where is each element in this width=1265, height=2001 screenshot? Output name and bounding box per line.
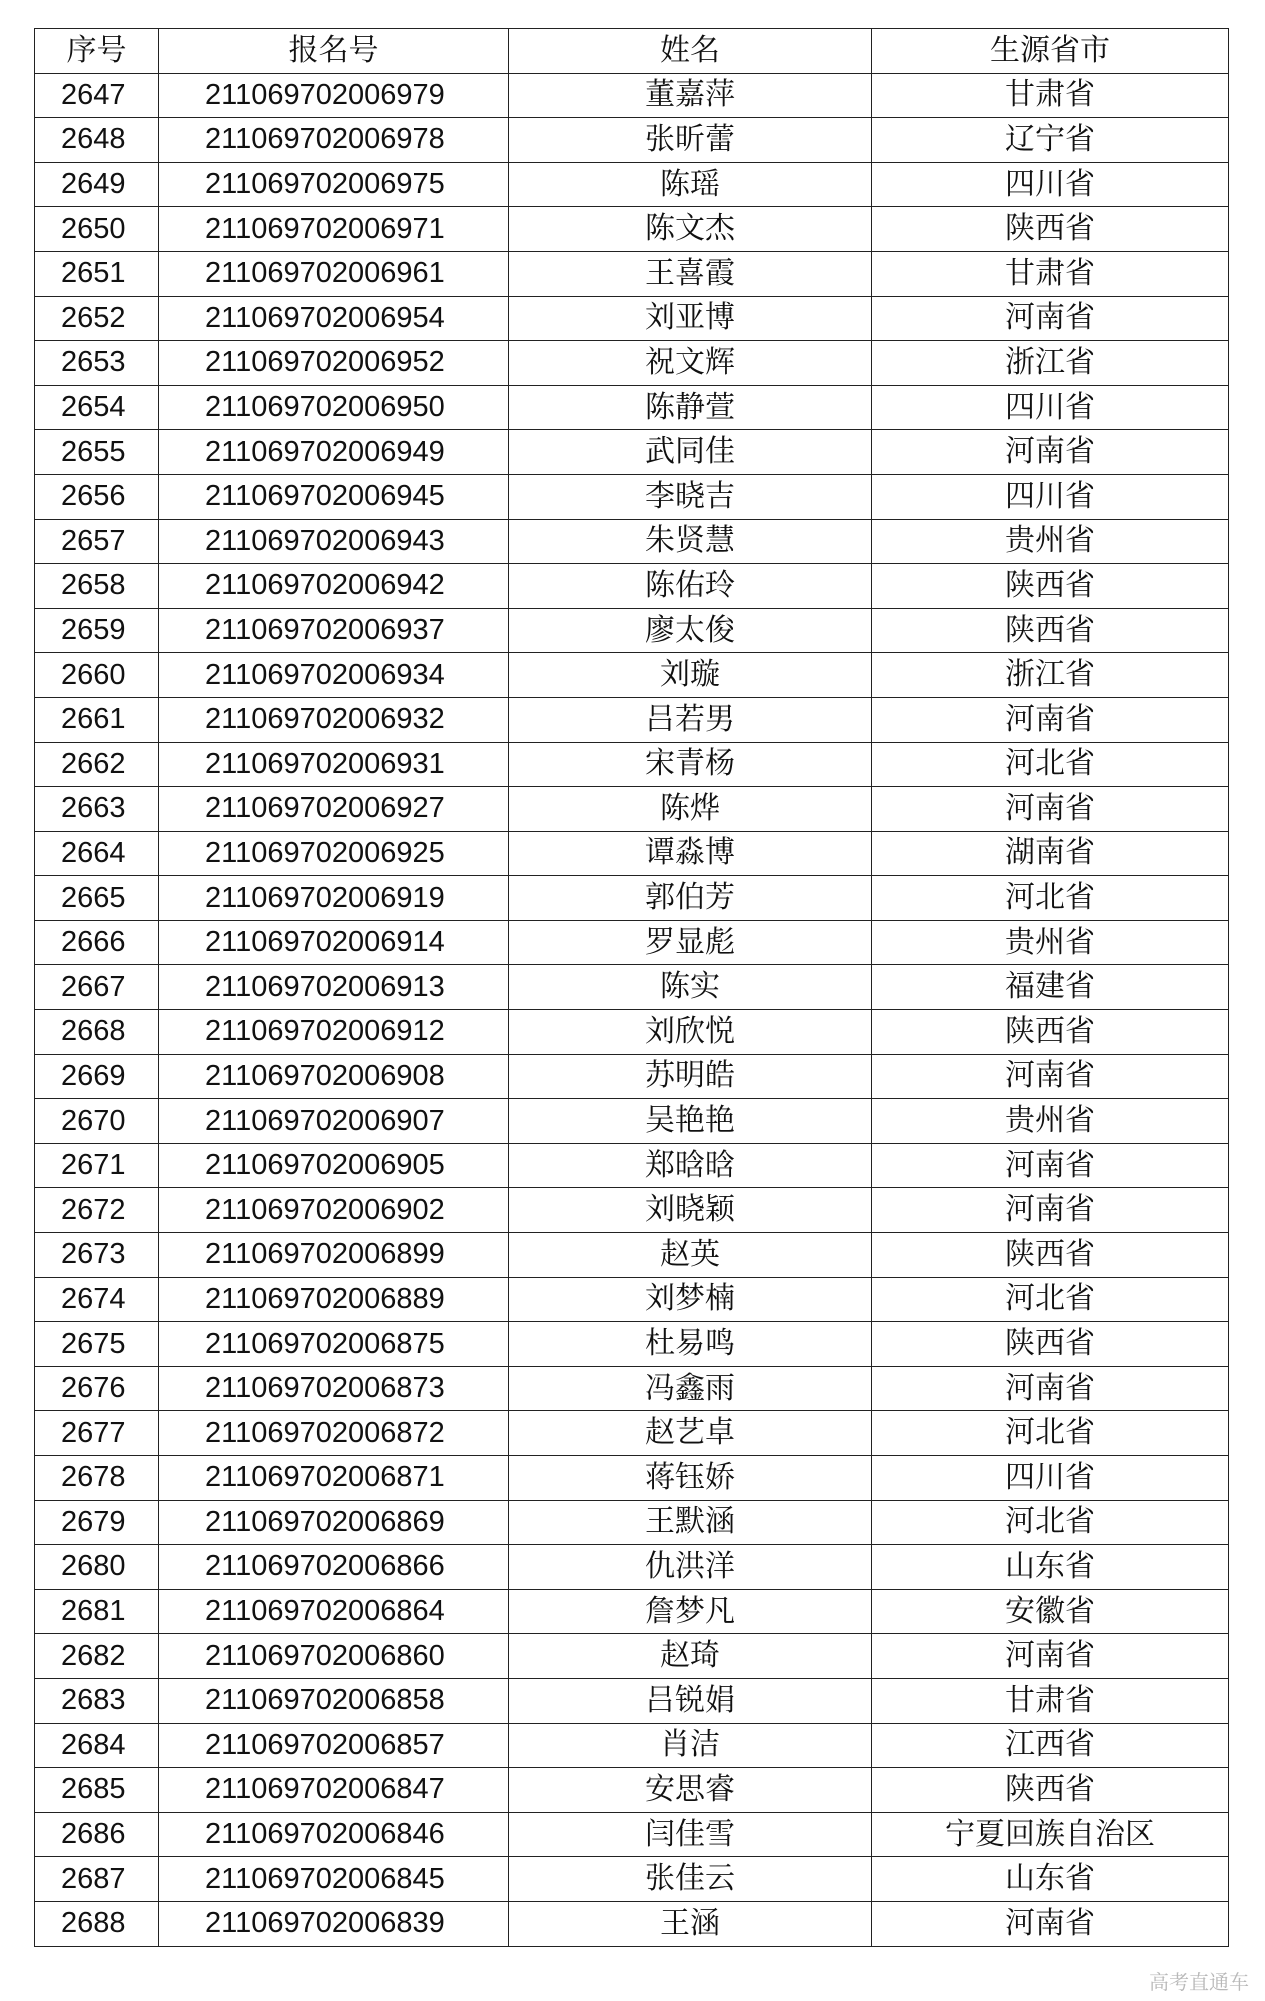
table-row [35,1411,1229,1456]
cell-registration-number: 211069702006975 [159,162,509,207]
cell-name: 谭淼博 [509,831,872,876]
cell-serial-number: 2685 [35,1768,159,1813]
cell-name: 安思睿 [509,1768,872,1813]
cell-name: 赵英 [509,1233,872,1278]
cell-serial-number: 2655 [35,430,159,475]
table-row [35,920,1229,965]
cell-serial-number: 2653 [35,341,159,386]
cell-name: 武同佳 [509,430,872,475]
table-row [35,1723,1229,1768]
cell-source-province: 陕西省 [872,608,1229,653]
table-row [35,1054,1229,1099]
cell-source-province: 陕西省 [872,207,1229,252]
cell-name: 刘梦楠 [509,1277,872,1322]
cell-source-province: 陕西省 [872,1233,1229,1278]
cell-source-province: 贵州省 [872,519,1229,564]
cell-name: 祝文辉 [509,341,872,386]
cell-registration-number: 211069702006912 [159,1010,509,1055]
cell-registration-number: 211069702006954 [159,296,509,341]
cell-serial-number: 2688 [35,1901,159,1946]
cell-serial-number: 2669 [35,1054,159,1099]
table-row [35,474,1229,519]
cell-source-province: 江西省 [872,1723,1229,1768]
cell-source-province: 陕西省 [872,1768,1229,1813]
cell-source-province: 陕西省 [872,1010,1229,1055]
cell-name: 赵琦 [509,1634,872,1679]
cell-source-province: 四川省 [872,474,1229,519]
cell-registration-number: 211069702006847 [159,1768,509,1813]
table-row [35,385,1229,430]
cell-registration-number: 211069702006873 [159,1366,509,1411]
cell-serial-number: 2671 [35,1143,159,1188]
cell-serial-number: 2651 [35,251,159,296]
cell-serial-number: 2686 [35,1812,159,1857]
table-row [35,1857,1229,1902]
cell-source-province: 河北省 [872,742,1229,787]
cell-registration-number: 211069702006860 [159,1634,509,1679]
cell-source-province: 河北省 [872,1277,1229,1322]
table-body [35,73,1229,1946]
cell-serial-number: 2658 [35,564,159,609]
table-row [35,697,1229,742]
cell-name: 闫佳雪 [509,1812,872,1857]
cell-serial-number: 2674 [35,1277,159,1322]
cell-source-province: 浙江省 [872,341,1229,386]
cell-registration-number: 211069702006914 [159,920,509,965]
cell-registration-number: 211069702006839 [159,1901,509,1946]
cell-source-province: 河南省 [872,296,1229,341]
table-header [35,29,1229,74]
cell-source-province: 河北省 [872,876,1229,921]
cell-source-province: 河南省 [872,1188,1229,1233]
cell-serial-number: 2649 [35,162,159,207]
cell-registration-number: 211069702006952 [159,341,509,386]
cell-source-province: 陕西省 [872,564,1229,609]
cell-registration-number: 211069702006869 [159,1500,509,1545]
table-row [35,1456,1229,1501]
cell-serial-number: 2659 [35,608,159,653]
cell-source-province: 贵州省 [872,920,1229,965]
table-row [35,1901,1229,1946]
table-row [35,564,1229,609]
cell-name: 张佳云 [509,1857,872,1902]
cell-registration-number: 211069702006931 [159,742,509,787]
table-row [35,162,1229,207]
cell-source-province: 山东省 [872,1545,1229,1590]
cell-registration-number: 211069702006979 [159,73,509,118]
table-row [35,1768,1229,1813]
table-row [35,296,1229,341]
cell-registration-number: 211069702006949 [159,430,509,475]
cell-source-province: 河南省 [872,1634,1229,1679]
table-row [35,653,1229,698]
header-registration-number: 报名号 [159,29,509,74]
cell-name: 罗显彪 [509,920,872,965]
header-row [35,29,1229,74]
table-row [35,1188,1229,1233]
cell-source-province: 浙江省 [872,653,1229,698]
cell-name: 杜易鸣 [509,1322,872,1367]
cell-serial-number: 2680 [35,1545,159,1590]
cell-name: 吕若男 [509,697,872,742]
cell-registration-number: 211069702006950 [159,385,509,430]
cell-registration-number: 211069702006899 [159,1233,509,1278]
cell-serial-number: 2656 [35,474,159,519]
cell-name: 冯鑫雨 [509,1366,872,1411]
cell-registration-number: 211069702006875 [159,1322,509,1367]
cell-serial-number: 2684 [35,1723,159,1768]
admission-list-table [34,28,1229,1947]
cell-registration-number: 211069702006927 [159,787,509,832]
cell-source-province: 辽宁省 [872,118,1229,163]
cell-registration-number: 211069702006925 [159,831,509,876]
cell-name: 陈佑玲 [509,564,872,609]
table-row [35,1143,1229,1188]
cell-source-province: 湖南省 [872,831,1229,876]
cell-source-province: 甘肃省 [872,251,1229,296]
table-row [35,1812,1229,1857]
cell-registration-number: 211069702006919 [159,876,509,921]
cell-source-province: 山东省 [872,1857,1229,1902]
table-row [35,1589,1229,1634]
cell-name: 郑晗晗 [509,1143,872,1188]
cell-source-province: 河南省 [872,1366,1229,1411]
cell-source-province: 四川省 [872,162,1229,207]
table-row [35,1099,1229,1144]
cell-name: 朱贤慧 [509,519,872,564]
cell-registration-number: 211069702006978 [159,118,509,163]
cell-registration-number: 211069702006858 [159,1678,509,1723]
cell-source-province: 河南省 [872,697,1229,742]
cell-serial-number: 2647 [35,73,159,118]
cell-source-province: 河南省 [872,1143,1229,1188]
cell-serial-number: 2652 [35,296,159,341]
cell-registration-number: 211069702006866 [159,1545,509,1590]
table-row [35,965,1229,1010]
cell-name: 陈烨 [509,787,872,832]
cell-registration-number: 211069702006871 [159,1456,509,1501]
watermark-logo-text: 高考直通车 [1149,1970,1249,1994]
cell-name: 陈文杰 [509,207,872,252]
table-row [35,608,1229,653]
cell-registration-number: 211069702006907 [159,1099,509,1144]
table-row [35,1634,1229,1679]
cell-serial-number: 2675 [35,1322,159,1367]
cell-source-province: 甘肃省 [872,73,1229,118]
cell-registration-number: 211069702006908 [159,1054,509,1099]
table-row [35,1233,1229,1278]
cell-source-province: 河北省 [872,1500,1229,1545]
cell-serial-number: 2648 [35,118,159,163]
cell-serial-number: 2664 [35,831,159,876]
cell-name: 王喜霞 [509,251,872,296]
table-row [35,1277,1229,1322]
cell-registration-number: 211069702006905 [159,1143,509,1188]
cell-serial-number: 2683 [35,1678,159,1723]
cell-source-province: 四川省 [872,1456,1229,1501]
cell-serial-number: 2670 [35,1099,159,1144]
cell-serial-number: 2681 [35,1589,159,1634]
table-row [35,742,1229,787]
cell-serial-number: 2665 [35,876,159,921]
cell-name: 陈实 [509,965,872,1010]
cell-name: 郭伯芳 [509,876,872,921]
table-row [35,118,1229,163]
cell-registration-number: 211069702006934 [159,653,509,698]
cell-registration-number: 211069702006961 [159,251,509,296]
cell-name: 苏明皓 [509,1054,872,1099]
cell-name: 吴艳艳 [509,1099,872,1144]
cell-serial-number: 2678 [35,1456,159,1501]
cell-name: 李晓吉 [509,474,872,519]
cell-source-province: 河南省 [872,430,1229,475]
table-row [35,251,1229,296]
cell-serial-number: 2662 [35,742,159,787]
cell-serial-number: 2661 [35,697,159,742]
cell-serial-number: 2682 [35,1634,159,1679]
table-row [35,430,1229,475]
table-row [35,1366,1229,1411]
table-row [35,341,1229,386]
cell-source-province: 甘肃省 [872,1678,1229,1723]
cell-serial-number: 2679 [35,1500,159,1545]
cell-source-province: 陕西省 [872,1322,1229,1367]
cell-registration-number: 211069702006937 [159,608,509,653]
cell-registration-number: 211069702006943 [159,519,509,564]
header-name: 姓名 [509,29,872,74]
table-row [35,1322,1229,1367]
header-serial-number: 序号 [35,29,159,74]
cell-registration-number: 211069702006872 [159,1411,509,1456]
cell-registration-number: 211069702006846 [159,1812,509,1857]
cell-serial-number: 2657 [35,519,159,564]
table-row [35,787,1229,832]
cell-serial-number: 2673 [35,1233,159,1278]
cell-name: 刘晓颖 [509,1188,872,1233]
cell-registration-number: 211069702006864 [159,1589,509,1634]
cell-name: 张昕蕾 [509,118,872,163]
cell-registration-number: 211069702006945 [159,474,509,519]
cell-serial-number: 2660 [35,653,159,698]
cell-serial-number: 2654 [35,385,159,430]
cell-registration-number: 211069702006942 [159,564,509,609]
cell-serial-number: 2667 [35,965,159,1010]
table-row [35,1545,1229,1590]
table-row [35,207,1229,252]
cell-registration-number: 211069702006932 [159,697,509,742]
cell-serial-number: 2668 [35,1010,159,1055]
cell-source-province: 福建省 [872,965,1229,1010]
cell-name: 廖太俊 [509,608,872,653]
cell-registration-number: 211069702006845 [159,1857,509,1902]
cell-name: 詹梦凡 [509,1589,872,1634]
cell-serial-number: 2672 [35,1188,159,1233]
cell-source-province: 河北省 [872,1411,1229,1456]
cell-name: 王涵 [509,1901,872,1946]
cell-name: 董嘉萍 [509,73,872,118]
cell-serial-number: 2677 [35,1411,159,1456]
cell-source-province: 宁夏回族自治区 [872,1812,1229,1857]
cell-name: 仇洪洋 [509,1545,872,1590]
cell-name: 肖洁 [509,1723,872,1768]
header-source-province: 生源省市 [872,29,1229,74]
cell-source-province: 安徽省 [872,1589,1229,1634]
table-row [35,1678,1229,1723]
table-row [35,519,1229,564]
cell-source-province: 贵州省 [872,1099,1229,1144]
cell-name: 刘欣悦 [509,1010,872,1055]
cell-registration-number: 211069702006913 [159,965,509,1010]
cell-serial-number: 2676 [35,1366,159,1411]
cell-source-province: 河南省 [872,1901,1229,1946]
cell-name: 刘璇 [509,653,872,698]
table-row [35,831,1229,876]
cell-registration-number: 211069702006857 [159,1723,509,1768]
cell-source-province: 河南省 [872,1054,1229,1099]
cell-name: 蒋钰娇 [509,1456,872,1501]
cell-serial-number: 2687 [35,1857,159,1902]
cell-name: 宋青杨 [509,742,872,787]
table-row [35,1500,1229,1545]
cell-name: 吕锐娟 [509,1678,872,1723]
cell-name: 陈静萱 [509,385,872,430]
cell-registration-number: 211069702006889 [159,1277,509,1322]
cell-serial-number: 2666 [35,920,159,965]
cell-name: 刘亚博 [509,296,872,341]
cell-name: 赵艺卓 [509,1411,872,1456]
cell-name: 王默涵 [509,1500,872,1545]
cell-source-province: 四川省 [872,385,1229,430]
cell-registration-number: 211069702006971 [159,207,509,252]
table-row [35,1010,1229,1055]
cell-serial-number: 2663 [35,787,159,832]
table-row [35,876,1229,921]
table-row [35,73,1229,118]
cell-source-province: 河南省 [872,787,1229,832]
cell-registration-number: 211069702006902 [159,1188,509,1233]
cell-name: 陈瑶 [509,162,872,207]
cell-serial-number: 2650 [35,207,159,252]
